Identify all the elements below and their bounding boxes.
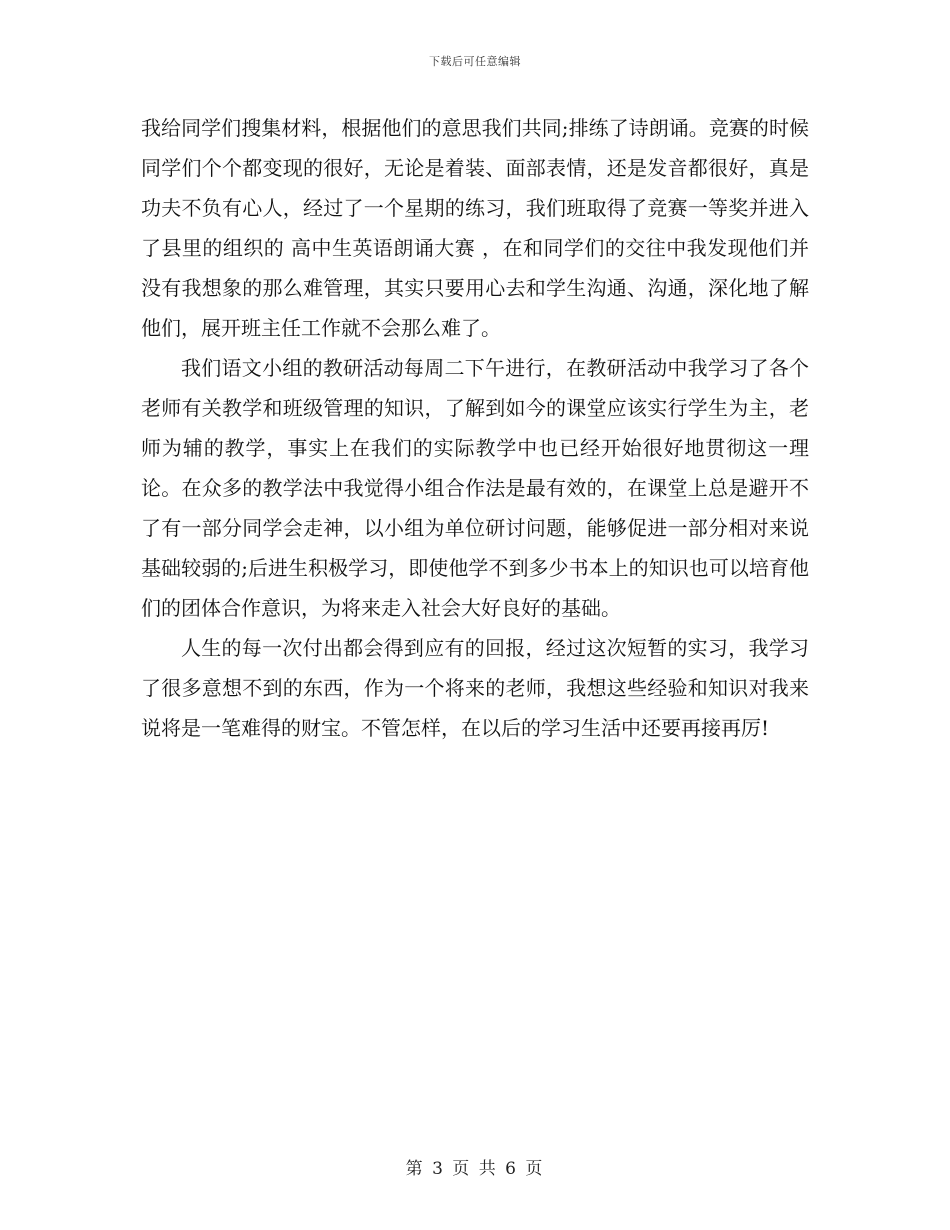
paragraph-3: 人生的每一次付出都会得到应有的回报，经过这次短暂的实习，我学习了很多意想不到的东西，作为一个将来的老师，我想这些经验和知识对我来说将是一笔难得的财宝。不管怎样，在以后的学习生活中还要再接再厉!	[141, 636, 809, 740]
paragraph-1: 我给同学们搜集材料，根据他们的意思我们共同;排练了诗朗诵。竞赛的时候同学们个个都变现的很好，无论是着装、面部表情，还是发音都很好，真是功夫不负有心人，经过了一个星期的练习，我们班取得了竞赛一等奖并进入了县里的组织的 高中生英语朗诵大赛 ，在和同学们的交往中我发现他们并没有我想象的那么难管理，其实只要用心去和学生沟通、沟通，深化地了解他们，展开班主任工作就不会那么难了。	[141, 116, 809, 340]
page-footer: 第 3 页 共 6 页	[405, 1159, 545, 1179]
page-header: 下载后可任意编辑	[429, 55, 521, 68]
document-body	[141, 108, 809, 748]
paragraph-2: 我们语文小组的教研活动每周二下午进行，在教研活动中我学习了各个老师有关教学和班级管理的知识，了解到如今的课堂应该实行学生为主，老师为辅的教学，事实上在我们的实际教学中也已经开始很好地贯彻这一理论。在众多的教学法中我觉得小组合作法是最有效的，在课堂上总是避开不了有一部分同学会走神，以小组为单位研讨问题，能够促进一部分相对来说基础较弱的;后进生积极学习，即使他学不到多少书本上的知识也可以培育他们的团体合作意识，为将来走入社会大好良好的基础。	[141, 356, 809, 620]
